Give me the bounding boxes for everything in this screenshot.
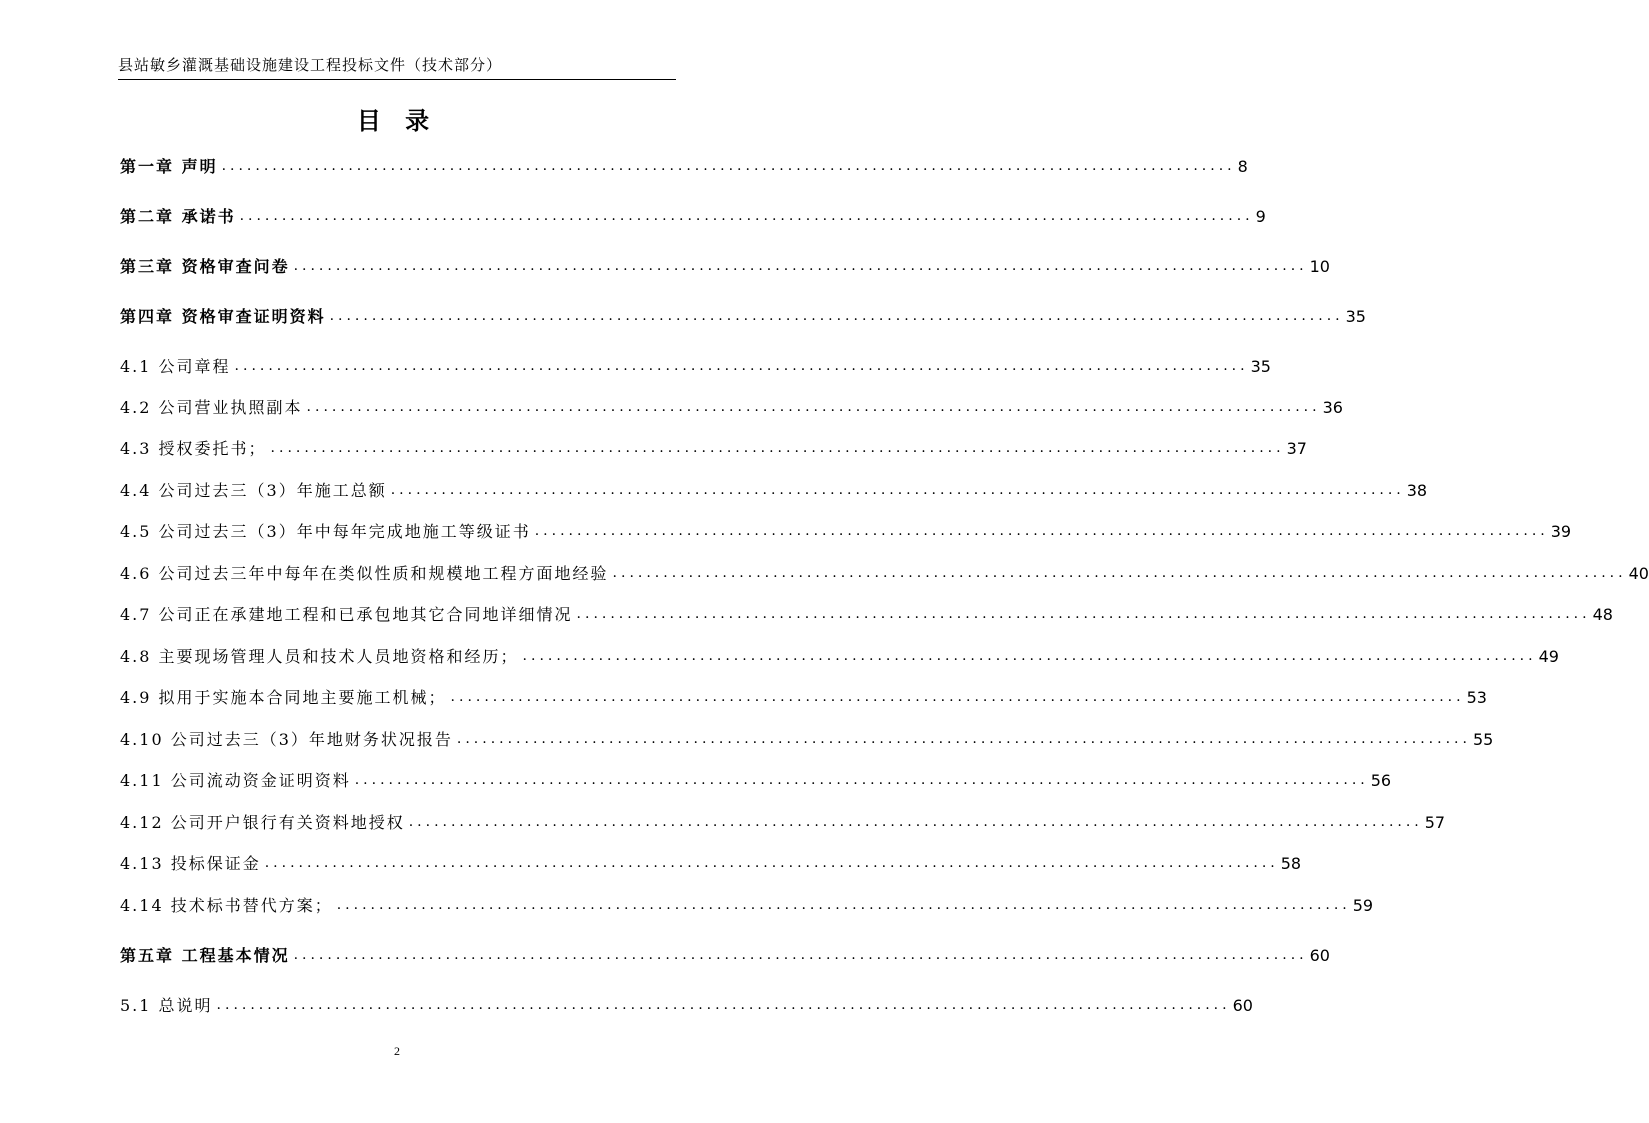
toc-section-entry[interactable] (120, 645, 1559, 669)
toc-entry-page: 60 (1309, 946, 1330, 965)
dot-leader: ........................................................................................................................ (221, 158, 1236, 174)
dot-leader: ........................................................................................................................ (612, 565, 1627, 581)
toc-entry-page: 10 (1309, 257, 1330, 276)
toc-chapter-entry[interactable] (120, 155, 1248, 179)
dot-leader: ........................................................................................................................ (576, 606, 1591, 622)
dot-leader: ........................................................................................................................ (293, 258, 1308, 274)
toc-chapter-entry[interactable] (120, 305, 1366, 329)
toc-entry-label: 4.7 公司正在承建地工程和已承包地其它合同地详细情况 (120, 605, 573, 624)
running-header: 县站敏乡灌溉基础设施建设工程投标文件（技术部分） (118, 56, 503, 74)
toc-entry-page: 59 (1352, 896, 1374, 915)
dot-leader: ........................................................................................................................ (450, 689, 1465, 705)
toc-entry-label: 4.10 公司过去三（3）年地财务状况报告 (120, 730, 453, 749)
toc-section-entry[interactable] (120, 811, 1446, 835)
toc-entry-page: 38 (1406, 481, 1428, 500)
toc-section-entry[interactable] (120, 769, 1392, 793)
toc-entry-label: 4.13 投标保证金 (120, 854, 261, 873)
toc-entry-page: 58 (1280, 854, 1302, 873)
toc-section-entry[interactable] (120, 994, 1253, 1018)
toc-entry-label: 4.1 公司章程 (120, 357, 231, 376)
toc-entry-page: 39 (1550, 522, 1572, 541)
toc-entry-label: 4.5 公司过去三（3）年中每年完成地施工等级证书 (120, 522, 531, 541)
toc-entry-label: 5.1 总说明 (120, 996, 213, 1015)
dot-leader: ........................................................................................................................ (293, 947, 1308, 963)
toc-section-entry[interactable] (120, 520, 1572, 544)
toc-entry-label: 第一章 声明 (120, 157, 218, 176)
dot-leader: ........................................................................................................................ (408, 814, 1423, 830)
toc-entry-page: 56 (1370, 771, 1392, 790)
toc-entry-label: 4.11 公司流动资金证明资料 (120, 771, 351, 790)
header-rule (118, 79, 676, 80)
toc-section-entry[interactable] (120, 603, 1613, 627)
toc-entry-page: 60 (1232, 996, 1253, 1015)
toc-section-entry[interactable] (120, 894, 1374, 918)
toc-section-entry[interactable] (120, 479, 1428, 503)
toc-entry-label: 4.14 技术标书替代方案； (120, 896, 333, 915)
toc-entry-page: 57 (1424, 813, 1446, 832)
toc-section-entry[interactable] (120, 437, 1307, 461)
toc-chapter-entry[interactable] (120, 944, 1330, 968)
dot-leader: ........................................................................................................................ (329, 308, 1344, 324)
dot-leader: ........................................................................................................................ (234, 358, 1249, 374)
dot-leader: ........................................................................................................................ (390, 482, 1405, 498)
dot-leader: ........................................................................................................................ (306, 399, 1321, 415)
page-number: 2 (394, 1044, 400, 1058)
toc-section-entry[interactable] (120, 728, 1494, 752)
dot-leader: ........................................................................................................................ (534, 523, 1549, 539)
toc-entry-label: 第五章 工程基本情况 (120, 946, 290, 965)
toc-entry-page: 35 (1345, 307, 1366, 326)
toc-title: 目 录 (356, 107, 438, 135)
toc-section-entry[interactable] (120, 355, 1271, 379)
toc-entry-page: 55 (1472, 730, 1494, 749)
toc-section-entry[interactable] (120, 686, 1487, 710)
toc-entry-label: 第四章 资格审查证明资料 (120, 307, 326, 326)
toc-section-entry[interactable] (120, 562, 1649, 586)
toc-entry-label: 4.6 公司过去三年中每年在类似性质和规模地工程方面地经验 (120, 564, 609, 583)
toc-entry-label: 4.8 主要现场管理人员和技术人员地资格和经历； (120, 647, 519, 666)
dot-leader: ........................................................................................................................ (354, 772, 1369, 788)
toc-entry-page: 8 (1237, 157, 1248, 176)
toc-entry-page: 49 (1538, 647, 1559, 666)
dot-leader: ........................................................................................................................ (522, 648, 1537, 664)
toc-entry-page: 53 (1466, 688, 1487, 707)
toc-entry-label: 4.12 公司开户银行有关资料地授权 (120, 813, 405, 832)
toc-chapter-entry[interactable] (120, 205, 1266, 229)
toc-section-entry[interactable] (120, 852, 1302, 876)
toc-entry-page: 36 (1322, 398, 1343, 417)
dot-leader: ........................................................................................................................ (456, 731, 1471, 747)
toc-entry-page: 48 (1592, 605, 1613, 624)
toc-entry-page: 35 (1250, 357, 1271, 376)
toc-entry-label: 第二章 承诺书 (120, 207, 236, 226)
toc-entry-page: 37 (1286, 439, 1307, 458)
toc-entry-label: 第三章 资格审查问卷 (120, 257, 290, 276)
dot-leader: ........................................................................................................................ (239, 208, 1254, 224)
toc-entry-page: 9 (1255, 207, 1266, 226)
toc-chapter-entry[interactable] (120, 255, 1330, 279)
toc-entry-page: 40 (1628, 564, 1649, 583)
dot-leader: ........................................................................................................................ (270, 440, 1285, 456)
dot-leader: ........................................................................................................................ (336, 897, 1351, 913)
toc-section-entry[interactable] (120, 396, 1343, 420)
toc-entry-label: 4.3 授权委托书； (120, 439, 267, 458)
dot-leader: ........................................................................................................................ (216, 997, 1231, 1013)
dot-leader: ........................................................................................................................ (264, 855, 1279, 871)
toc-entry-label: 4.4 公司过去三（3）年施工总额 (120, 481, 387, 500)
toc-entry-label: 4.2 公司营业执照副本 (120, 398, 303, 417)
toc-entry-label: 4.9 拟用于实施本合同地主要施工机械； (120, 688, 447, 707)
